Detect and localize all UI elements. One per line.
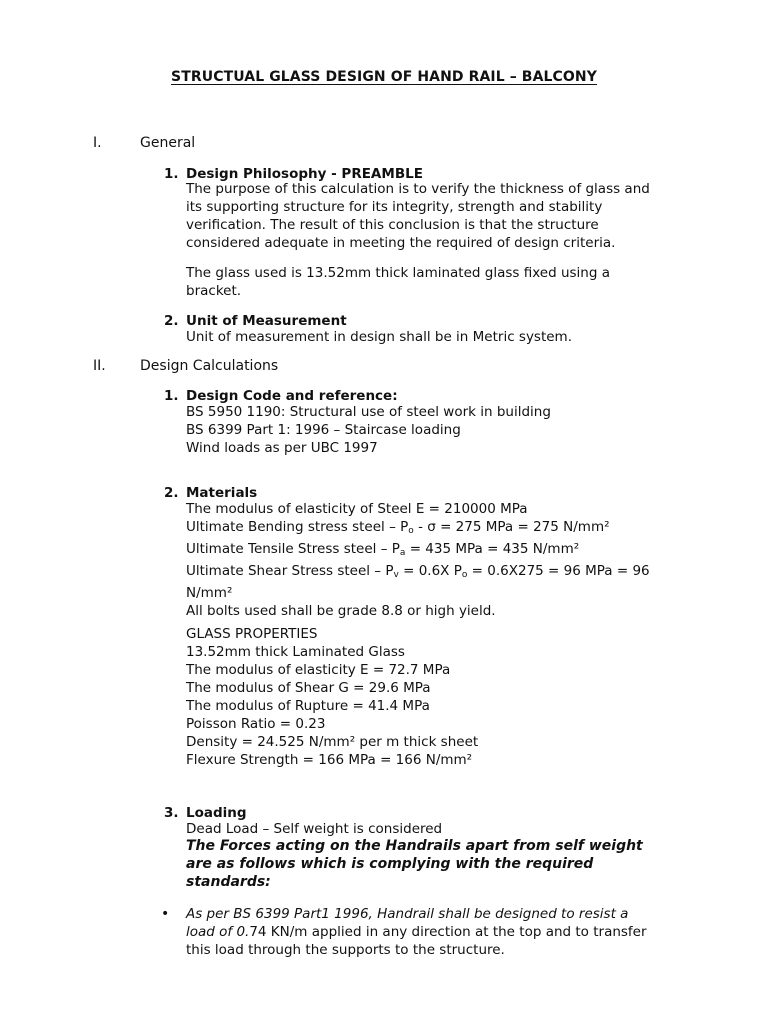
item-1-1-heading: Design Philosophy - PREAMBLE xyxy=(186,166,423,182)
dead-load-line: Dead Load – Self weight is considered xyxy=(186,821,443,837)
bending-stress-line: Ultimate Bending stress steel – $P_o - \sigma = 275$ MPa = 275 N/mm² xyxy=(186,519,610,536)
document-title: STRUCTUAL GLASS DESIGN OF HAND RAIL – BALCONY xyxy=(171,69,597,85)
item-1-2-heading: Unit of Measurement xyxy=(186,313,347,329)
shear-stress-line: Ultimate Shear Stress steel – $P_v = 0.6X$ $P_o = 0.6X275 = 96$ MPa = 96 xyxy=(186,563,650,580)
design-philosophy-paragraph: The purpose of this calculation is to verify the thickness of glass and its supporting structure for its integrity, strength and stability verification. The result of this conclusion is that the structure considered adequate in meeting the required of design criteria. xyxy=(186,181,650,251)
item-1-2-number: 2. xyxy=(164,313,179,329)
forces-paragraph: The Forces acting on the Handrails apart from self weight are as follows which is complying with the required standards: xyxy=(186,838,643,890)
handrail-load-bullet: As per BS 6399 Part1 1996, Handrail shall be designed to resist a load of 0.74 KN/m applied in any direction at the top and to transfer this load through the supports to the structure. xyxy=(186,906,647,958)
bullet-icon: • xyxy=(161,906,170,922)
section-2-title: Design Calculations xyxy=(140,358,279,374)
glass-properties-list: GLASS PROPERTIES 13.52mm thick Laminated Glass The modulus of elasticity E = 72.7 MPa The modulus of Shear G = 29.6 MPa The modulus of Rupture = 41.4 MPa Poisson Ratio = 0.23 Density = 24.525 N/mm² per m thick sheet Flexure Strength = 166 MPa = 166 N/mm² xyxy=(186,626,479,768)
unit-measurement-paragraph: Unit of measurement in design shall be in Metric system. xyxy=(186,329,573,345)
item-2-1-number: 1. xyxy=(164,388,179,404)
section-2-numeral: II. xyxy=(93,358,106,374)
section-1-title: General xyxy=(140,135,196,151)
glass-used-paragraph: The glass used is 13.52mm thick laminated glass fixed using a bracket. xyxy=(186,265,610,299)
item-2-3-number: 3. xyxy=(164,805,179,821)
item-1-1-number: 1. xyxy=(164,166,179,182)
tensile-stress-line: Ultimate Tensile Stress steel – $P_a = 435$ MPa = 435 N/mm² xyxy=(186,541,580,558)
item-2-2-heading: Materials xyxy=(186,485,258,501)
design-code-list: BS 5950 1190: Structural use of steel work in building BS 6399 Part 1: 1996 – Staircase loading Wind loads as per UBC 1997 xyxy=(186,404,551,456)
section-1-numeral: I. xyxy=(93,135,102,151)
item-2-2-number: 2. xyxy=(164,485,179,501)
item-2-3-heading: Loading xyxy=(186,805,247,821)
materials-list: The modulus of elasticity of Steel E = 210000 MPa Ultimate Bending stress steel – $P_o - \sigma = 275$ MPa = 275 N/mm² Ultimate Tensile Stress steel – $P_a = 435$ MPa = 435 N/mm² Ultimate Shear Stress steel – $P_v = 0.6X$ $P_o = 0.6X275 = 96$ MPa = 96 N/mm² All bolts used shall be grade 8.8 or high yield. xyxy=(186,500,686,620)
item-2-1-heading: Design Code and reference: xyxy=(186,388,398,404)
